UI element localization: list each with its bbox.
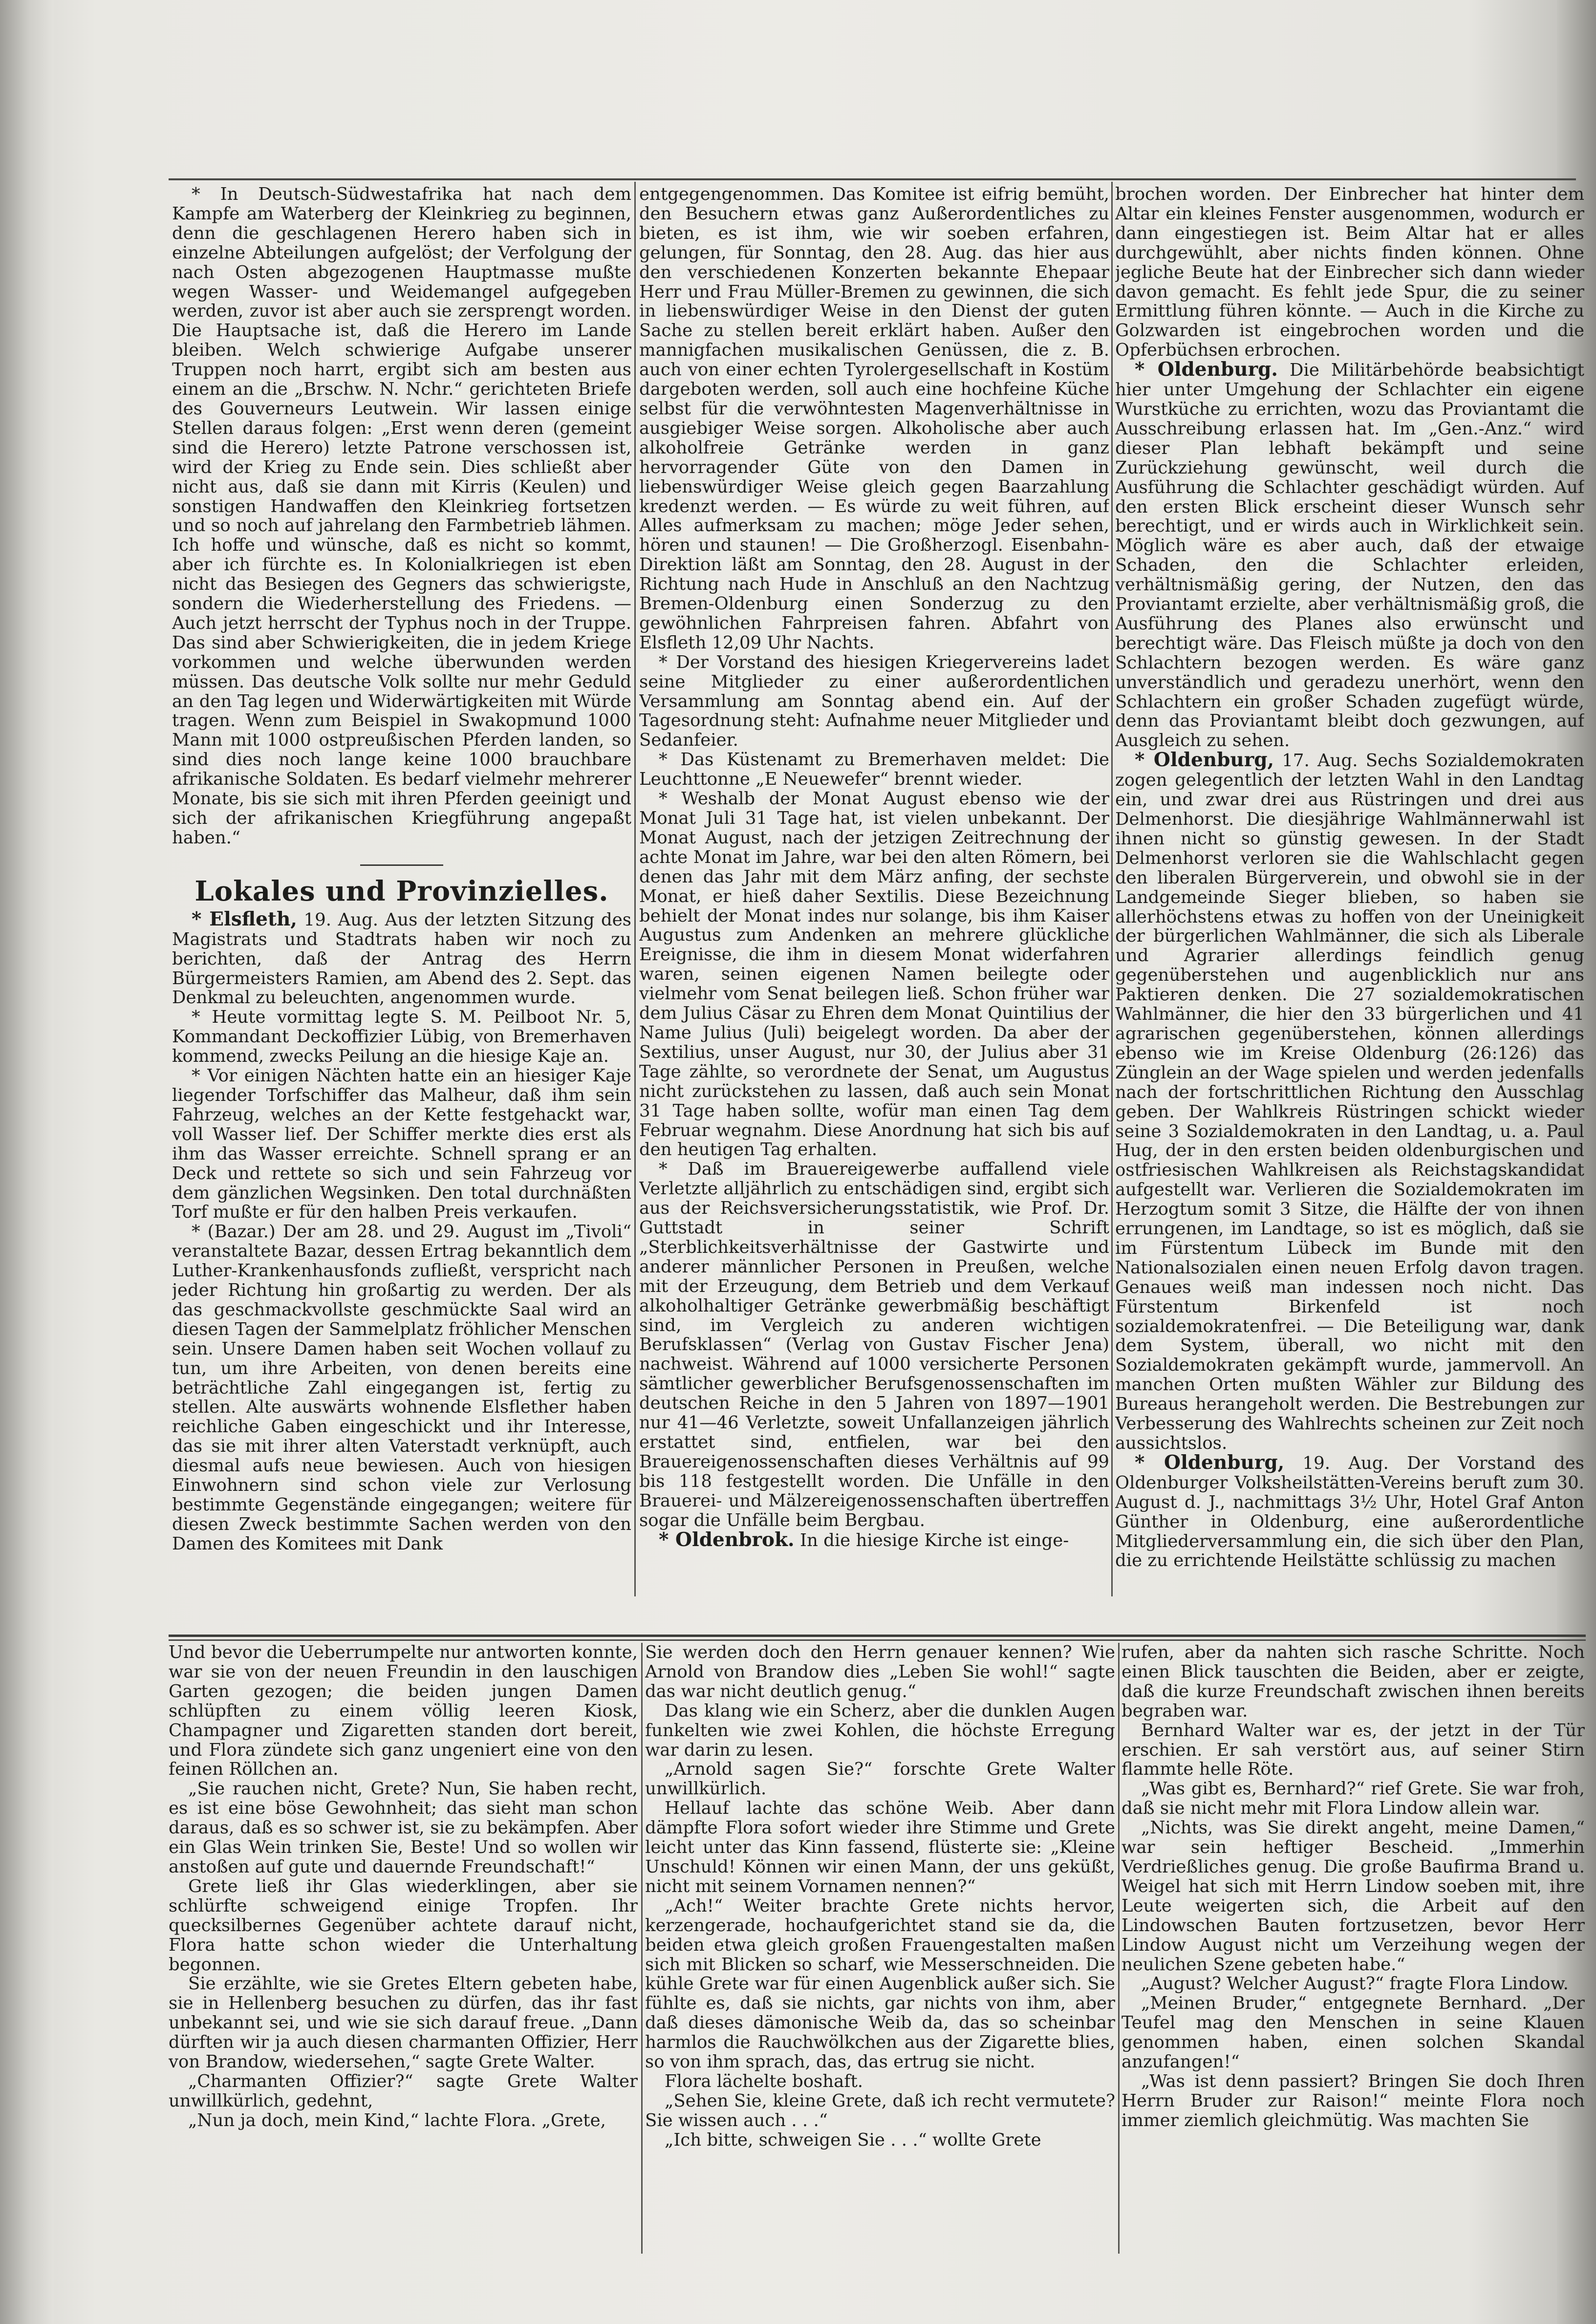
section-divider <box>360 864 443 866</box>
article-monat-august: * Weshalb der Monat August ebenso wie der Monat Juli 31 Tage hat, ist vielen unbekannt. Der Monat August, nach der jetzigen Zeitrechnung der achte Monat im Jahre, war bei den alten Römern, bei denen das Jahr mit dem März anfing, der sechste Monat, er hieß daher Sextilis. Diese Bezeichnung behielt der Monat indes nur solange, bis ihm Kaiser Augustus zum Andenken an mehrere glückliche Ereignisse, die ihm in diesem Monat widerfahren waren, seinen eigenen Namen beilegte oder vielmehr vom Senat beilegen ließ. Schon früher war dem Julius Cäsar zu Ehren dem Monat Quintilius der Name Julius (Juli) beigelegt worden. Da aber der Sextilius, unser August, nur 30, der Julius aber 31 Tage zählte, so verordnete der Senat, um Augustus nicht zurückstehen zu lassen, daß auch sein Monat 31 Tage haben sollte, wofür man einen Tag dem Februar wegnahm. Diese Anordnung hat sich bis auf den heutigen Tag erhalten. <box>639 789 1109 1160</box>
feuilleton-paragraph: „Charmanten Offizier?“ sagte Grete Walter unwillkürlich, gedehnt, <box>169 2071 638 2111</box>
article-oldenbrok-text: In die hiesige Kirche ist einge- <box>799 1530 1069 1550</box>
feuilleton-divider <box>169 1635 1586 1637</box>
dateline-elsfleth: * Elsfleth, <box>192 907 297 930</box>
article-elsfleth-magistrat <box>172 907 631 1008</box>
column-rule <box>1118 1643 1120 2254</box>
feuilleton-paragraph: Das klang wie ein Scherz, aber die dunklen Augen funkelten wie zwei Kohlen, die höchste Erregung war darin zu lesen. <box>645 1700 1115 1760</box>
feuilleton-paragraph: „Was gibt es, Bernhard?“ rief Grete. Sie war froh, daß sie nicht mehr mit Flora Lindow allein war. <box>1122 1779 1585 1819</box>
article-oldenbrok <box>639 1530 1109 1550</box>
column-rule <box>634 182 636 1596</box>
feuilleton-column-1 <box>169 1643 638 2251</box>
news-column-3 <box>1115 185 1584 1594</box>
article-oldenburg-heilstaette-text: 19. Aug. Der Vorstand des Oldenburger Volksheilstätten-Vereins beruft zum 30. August d. J., nachmittags 3½ Uhr, Hotel Graf Anton Günther in Oldenburg, eine außerordentliche Mitgliederversammlung ein, die sich über den Plan, die zu errichtende Heilstätte schlüssig zu machen <box>1115 1453 1584 1571</box>
column-rule <box>641 1643 643 2254</box>
news-column-1 <box>172 185 631 1594</box>
article-kuestenamt: * Das Küstenamt zu Bremerhaven meldet: Die Leuchttonne „E Neuewefer“ brennt wieder. <box>639 750 1109 790</box>
feuilleton-paragraph: „Was ist denn passiert? Bringen Sie doch Ihren Herrn Bruder zur Raison!“ meinte Flora noch immer ziemlich gleichmütig. Was machten Sie <box>1122 2071 1585 2130</box>
feuilleton-paragraph: „Ach!“ Weiter brachte Grete nichts hervor, kerzengerade, hochaufgerichtet stand sie da, die beiden etwa gleich großen Frauengestalten maßen sich mit Blicken so scharf, wie Messerschneiden. Die kühle Grete war für einen Augenblick außer sich. Sie fühlte es, daß sie nichts, gar nichts von ihm, aber daß dieses dämonische Weib da, das so scheinbar harmlos die Rauchwölkchen aus der Zigarette blies, so von ihm sprach, das, das ertrug sie nicht. <box>645 1895 1115 2072</box>
feuilleton-paragraph: „Sehen Sie, kleine Grete, daß ich recht vermutete? Sie wissen auch . . .“ <box>645 2090 1115 2130</box>
dateline-oldenburg-19: * Oldenburg, <box>1135 1451 1285 1474</box>
dateline-oldenburg: * Oldenburg. <box>1135 358 1278 381</box>
article-oldenburg-wahl <box>1115 751 1584 1453</box>
article-oldenburg-wurstkueche <box>1115 360 1584 751</box>
article-bazar: * (Bazar.) Der am 28. und 29. August im „Tivoli“ veranstaltete Bazar, dessen Ertrag bekanntlich dem Luther-Krankenhausfonds zufließt, verspricht nach jeder Richtung hin großartig zu werden. Der als das geschmackvollste geschmückte Saal wird an diesen Tagen der Sammelplatz fröhlicher Menschen sein. Unsere Damen haben seit Wochen vollauf zu tun, um ihre Arbeiten, von denen bereits eine beträchtliche Zahl eingegangen ist, fertig zu stellen. Alte auswärts wohnende Elsflether haben reichliche Gaben eingeschickt und ihr Interesse, das sie mit ihrer alten Vaterstadt verknüpft, auch diesmal aufs neue bewiesen. Auch von hiesigen Einwohnern sind schon viele zur Verlosung bestimmte Gegenstände eingegangen; weitere für diesen Zweck bestimmte Sachen werden von den Damen des Komitees mit Dank <box>172 1222 631 1554</box>
article-torfschiffer: * Vor einigen Nächten hatte ein an hiesiger Kaje liegender Torfschiffer das Malheur, daß ihm sein Fahrzeug, welches an der Kette festgehackt war, voll Wasser lief. Der Schiffer merkte dies erst als ihm das Wasser erreichte. Schnell sprang er an Deck und rettete so sich und sein Fahrzeug vor dem gänzlichen Wegsinken. Den total durchnäßten Torf mußte er für den halben Preis verkaufen. <box>172 1066 631 1223</box>
feuilleton-paragraph: Sie werden doch den Herrn genauer kennen? Wie Arnold von Brandow dies „Leben Sie wohl!“ sagte das war nicht deutlich genug.“ <box>645 1643 1115 1701</box>
feuilleton-paragraph: rufen, aber da nahten sich rasche Schritte. Noch einen Blick tauschten die Beiden, aber er zeigte, daß die kurze Freundschaft zwischen ihnen bereits begraben war. <box>1122 1643 1585 1721</box>
feuilleton-paragraph: Und bevor die Ueberrumpelte nur antworten konnte, war sie von der neuen Freundin in den lauschigen Garten gezogen; die beiden jungen Damen schlüpften zu einem völlig leeren Kiosk, Champagner und Zigaretten standen dort bereit, und Flora zündete sich ganz ungeniert eine von den feinen Röllchen an. <box>169 1643 638 1780</box>
feuilleton-column-3 <box>1122 1643 1585 2251</box>
article-kriegerverein: * Der Vorstand des hiesigen Kriegervereins ladet seine Mitglieder zu einer außerordentlichen Versammlung am Sonntag abend ein. Auf der Tagesordnung steht: Aufnahme neuer Mitglieder und Sedanfeier. <box>639 652 1109 751</box>
section-heading: Lokales und Provinzielles. <box>194 875 609 907</box>
dateline-oldenbrok: * Oldenbrok. <box>659 1528 795 1551</box>
article-brauereigewerbe: * Daß im Brauereigewerbe auffallend viele Verletzte alljährlich zu entschädigen sind, ergibt sich aus der Reichsversicherungsstatistik, wie Prof. Dr. Guttstadt in seiner Schrift „Sterblichkeitsverhältnisse der Gastwirte und anderer männlicher Personen in Preußen, welche mit der Erzeugung, dem Betrieb und dem Verkauf alkoholhaltiger Getränke gewerbmäßig beschäftigt sind, im Vergleich zu anderen wichtigen Berufsklassen“ (Verlag von Gustav Fischer Jena) nachweist. Während auf 1000 versicherte Personen sämtlicher gewerblicher Berufsgenossenschaften im deutschen Reiche in den 5 Jahren von 1897—1901 nur 41—46 Verletzte, soweit Unfallanzeigen jährlich erstattet sind, entfielen, war bei den Brauereigenossenschaften dieses Verhältnis auf 99 bis 118 festgestellt worden. Die Unfälle in den Brauerei- und Mälzereigenossenschaften übertreffen sogar die Unfälle beim Bergbau. <box>639 1159 1109 1530</box>
header-rule <box>169 178 1576 180</box>
article-oldenbrok-continued: brochen worden. Der Einbrecher hat hinter dem Altar ein kleines Fenster ausgenommen, wodurch er dann eingestiegen ist. Beim Altar hat er alles durchgewühlt, aber nichts finden können. Ohne jegliche Beute hat der Einbrecher sich dann wieder davon gemacht. Es fehlt jede Spur, die zu seiner Ermittlung führen könnte. — Auch in die Kirche zu Golzwarden ist eingebrochen worden und die Opferbüchsen erbrochen. <box>1115 185 1584 361</box>
article-elsfleth-text: 19. Aug. Aus der letzten Sitzung des Magistrats und Stadtrats haben wir noch zu berichten, daß der Antrag des Herrn Bürgermeisters Ramien, am Abend des 2. Sept. das Denkmal zu beleuchten, angenommen wurde. <box>172 909 631 1008</box>
article-oldenburg-heilstaette <box>1115 1453 1584 1571</box>
feuilleton-divider-inner <box>169 1639 1586 1641</box>
feuilleton-paragraph: „Nichts, was Sie direkt angeht, meine Damen,“ war sein heftiger Bescheid. „Immerhin Verdrießliches genug. Die große Baufirma Brand u. Weigel hat sich mit Herrn Lindow soeben mit, ihre Leute weigerten sich, die Arbeit auf den Lindowschen Bauten fortzusetzen, bevor Herr Lindow August nicht um Verzeihung wegen der neulichen Szene gebeten habe.“ <box>1122 1818 1585 1975</box>
feuilleton-paragraph: „Nun ja doch, mein Kind,“ lachte Flora. „Grete, <box>188 2110 606 2130</box>
news-column-2 <box>639 185 1109 1594</box>
feuilleton-paragraph: „Ich bitte, schweigen Sie . . .“ wollte Grete <box>665 2130 1041 2150</box>
page-binding-edge <box>0 0 54 2324</box>
article-bazar-continued: entgegengenommen. Das Komitee ist eifrig bemüht, den Besuchern etwas ganz Außerordentliches zu bieten, es ist ihm, wie wir soeben erfahren, gelungen, für Sonntag, den 28. Aug. das hier aus den verschiedenen Konzerten bekannte Ehepaar Herr und Frau Müller-Bremen zu gewinnen, die sich in liebenswürdiger Weise in den Dienst der guten Sache zu stellen bereit erklärt haben. Außer den mannigfachen musikalischen Genüssen, die z. B. auch von einer echten Tyrolergesellschaft in Kostüm dargeboten werden, soll auch eine hochfeine Küche selbst für die verwöhntesten Magenverhältnisse in ausgiebiger Weise sorgen. Alkoholische aber auch alkoholfreie Getränke werden in ganz hervorragender Güte von den Damen in liebenswürdiger Weise gleich gegen Baarzahlung kredenzt werden. — Es würde zu weit führen, auf Alles aufmerksam zu machen; möge Jeder sehen, hören und staunen! — Die Großherzogl. Eisenbahn-Direktion läßt am Sonntag, den 28. August in der Richtung nach Hude in Anschluß an den Nachtzug Bremen-Oldenburg einen Sonderzug zu den gewöhnlichen Fahrpreisen fahren. Abfahrt von Elsfleth 12,09 Uhr Nachts. <box>639 185 1109 653</box>
feuilleton-column-2 <box>645 1643 1115 2251</box>
feuilleton-paragraph: „August? Welcher August?“ fragte Flora Lindow. <box>1141 1974 1569 1994</box>
article-oldenburg-wahl-text: 17. Aug. Sechs Sozialdemokraten zogen gelegentlich der letzten Wahl in den Landtag ein, und zwar drei aus Rüstringen und drei aus Delmenhorst. Die diesjährige Wahlmännerwahl ist ihnen nicht so günstig gewesen. In der Stadt Delmenhorst verloren sie die Wahlschlacht gegen den liberalen Bürgerverein, und obwohl sie in der Landgemeinde Sieger blieben, so haben sie allerhöchstens etwas zu hoffen von der Uneinigkeit der bürgerlichen Wahlmänner, die sich als Liberale und Agrarier allerdings feindlich genug gegenüberstehen und augenblicklich nur ans Paktieren denken. Die 27 sozialdemokratischen Wahlmänner, die hier den 33 bürgerlichen und 41 agrarischen gegenüberstehen, können allerdings ebenso wie im Kreise Oldenburg (26:126) das Zünglein an der Wage spielen und werden jedenfalls nach der fortschrittlichen Richtung den Ausschlag geben. Der Wahlkreis Rüstringen schickt wieder seine 3 Sozialdemokraten in den Landtag, u. a. Paul Hug, der in den ersten beiden oldenburgischen und ostfriesischen Wahlkreisen als Reichstagskandidat aufgestellt war. Verlieren die Sozialdemokraten im Herzogtum somit 3 Sitze, die Hälfte der von ihnen errungenen, im Landtage, so ist es möglich, daß sie im Fürstentum Lübeck im Bunde mit den Nationalsozialen einen neuen Erfolg davon tragen. Genaues weiß man indessen noch nicht. Das Fürstentum Birkenfeld ist noch sozialdemokratenfrei. — Die Beteiligung war, dank dem System, überall, wo nicht mit den Sozialdemokraten gekämpft wurde, jammervoll. An manchen Orten mußten Wähler zur Bildung des Bureaus herangeholt werden. Die Bestrebungen zur Verbesserung des Wahlrechts scheinen zur Zeit noch aussichtslos. <box>1115 751 1584 1453</box>
feuilleton-paragraph: Flora lächelte boshaft. <box>665 2071 863 2091</box>
dateline-oldenburg-17: * Oldenburg, <box>1135 749 1274 772</box>
article-oldenburg-wurstkueche-text: Die Militärbehörde beabsichtigt hier unter Umgehung der Schlachter ein eigene Wurstküche zu errichten, wozu das Proviantamt die Ausschreibung erlassen hat. Im „Gen.-Anz.“ wird dieser Plan lebhaft bekämpft und seine Zurückziehung gewünscht, weil durch die Ausführung die Schlachter geschädigt würden. Auf den ersten Blick erscheint dieser Wunsch sehr berechtigt, und er wirds auch in Wirklichkeit sein. Möglich wäre es aber auch, daß der etwaige Schaden, den die Schlachter erleiden, verhältnismäßig gering, der Nutzen, den das Proviantamt erzielte, aber verhältnismäßig groß, die Ausführung des Planes also erwünscht und berechtigt wäre. Das Fleisch müßte ja doch von den Schlachtern bezogen werden. Es wäre ganz unverständlich und geradezu unerhört, wenn den Schlachtern ein großer Schaden zugefügt würde, denn das Proviantamt bleibt doch gezwungen, auf Ausgleich zu sehen. <box>1115 360 1584 751</box>
feuilleton-paragraph: Hellauf lachte das schöne Weib. Aber dann dämpfte Flora sofort wieder ihre Stimme und Grete leicht unter das Kinn fassend, flüsterte sie: „Kleine Unschuld! Können wir einen Mann, der uns geküßt, nicht mit seinem Vornamen nennen?“ <box>645 1798 1115 1896</box>
feuilleton-paragraph: „Arnold sagen Sie?“ forschte Grete Walter unwillkürlich. <box>645 1759 1115 1799</box>
feuilleton-paragraph: Sie erzählte, wie sie Gretes Eltern gebeten habe, sie in Hellenberg besuchen zu dürfen, das ihr fast unbekannt sei, und wie sie sich darauf freue. „Dann dürften wir ja auch diesen charmanten Offizier, Herr von Brandow, wiedersehen,“ sagte Grete Walter. <box>169 1974 638 2072</box>
article-suedwestafrika: * In Deutsch-Südwestafrika hat nach dem Kampfe am Waterberg der Kleinkrieg zu beginnen, denn die geschlagenen Herero haben sich in einzelne Abteilungen aufgelöst; der Verfolgung der nach Osten abgezogenen Hauptmasse mußte wegen Wasser- und Weidemangel aufgegeben werden, zuvor ist aber auch sie zersprengt worden. Die Hauptsache ist, daß die Herero im Lande bleiben. Welch schwierige Aufgabe unserer Truppen noch harrt, ergibt sich am besten aus einem an die „Brschw. N. Nchr.“ gerichteten Briefe des Gouverneurs Leutwein. Wir lassen einige Stellen daraus folgen: „Erst wenn deren (gemeint sind die Herero) letzte Patrone verschossen ist, wird der Krieg zu Ende sein. Dies schließt aber nicht aus, daß sie dann mit Kirris (Keulen) und sonstigen Handwaffen den Kleinkrieg fortsetzen und so noch auf jahrelang den Farmbetrieb lähmen. Ich hoffe und wünsche, daß es nicht so kommt, aber ich fürchte es. In Kolonialkriegen ist eben nicht das Besiegen des Gegners das schwierigste, sondern die Wiederherstellung des Friedens. — Auch jetzt herrscht der Typhus noch in der Truppe. Das sind aber Schwierigkeiten, die in jedem Kriege vorkommen und welche überwunden werden müssen. Das deutsche Volk sollte nur mehr Geduld an den Tag legen und Widerwärtigkeiten mit Würde tragen. Wenn zum Beispiel in Swakopmund 1000 Mann mit 1000 ostpreußischen Pferden landen, so sind dies noch lange keine 1000 brauchbare afrikanische Soldaten. Es bedarf vielmehr mehrerer Monate, bis sie sich mit ihren Pferden geeinigt und sich der afrikanischen Kriegführung angepaßt haben.“ <box>172 185 631 848</box>
feuilleton-paragraph: „Sie rauchen nicht, Grete? Nun, Sie haben recht, es ist eine böse Gewohnheit; das sieht man schon daraus, daß es so schwer ist, sie zu bekämpfen. Aber ein Glas Wein trinken Sie, Beste! Und so wollen wir anstoßen auf gute und dauernde Freundschaft!“ <box>169 1779 638 1877</box>
feuilleton-paragraph: Grete ließ ihr Glas wiederklingen, aber sie schlürfte schweigend einige Tropfen. Ihr quecksilbernes Gegenüber achtete darauf nicht, Flora hatte schon wieder die Unterhaltung begonnen. <box>169 1876 638 1975</box>
column-rule <box>1111 182 1113 1596</box>
feuilleton-paragraph: Bernhard Walter war es, der jetzt in der Tür erschien. Er sah verstört aus, auf seiner Stirn flammte helle Röte. <box>1122 1720 1585 1780</box>
article-peilboot: * Heute vormittag legte S. M. Peilboot Nr. 5, Kommandant Deckoffizier Lübig, von Bremerhaven kommend, zwecks Peilung an die hiesige Kaje an. <box>172 1007 631 1067</box>
feuilleton-paragraph: „Meinen Bruder,“ entgegnete Bernhard. „Der Teufel mag den Menschen in seine Klauen genommen haben, einen solchen Skandal anzufangen!“ <box>1122 1993 1585 2072</box>
